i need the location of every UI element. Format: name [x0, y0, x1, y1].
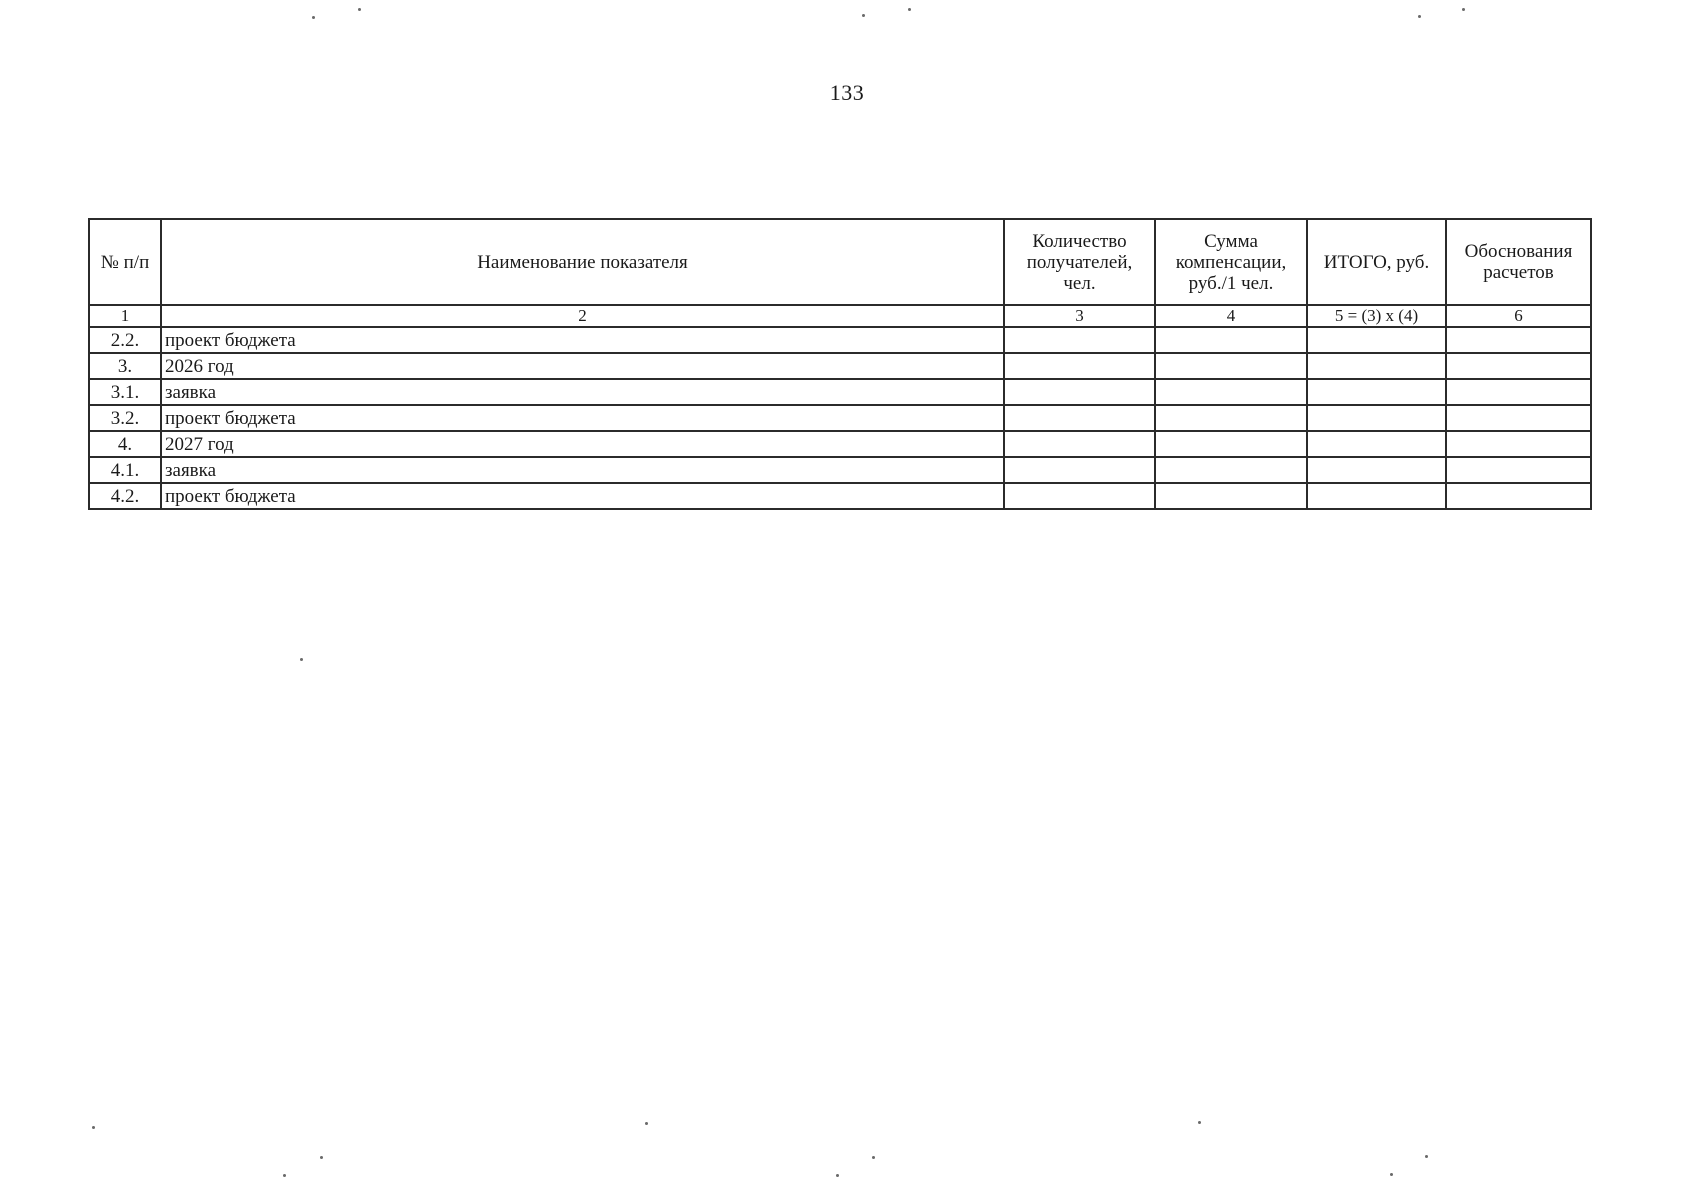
scan-speck — [1390, 1173, 1393, 1176]
justification-cell — [1446, 483, 1591, 509]
compensation-cell — [1155, 483, 1307, 509]
recipients-cell — [1004, 405, 1155, 431]
budget-table — [88, 218, 1592, 510]
scan-speck — [872, 1156, 875, 1159]
scan-speck — [320, 1156, 323, 1159]
total-cell — [1307, 405, 1446, 431]
header-total: ИТОГО, руб. — [1307, 219, 1446, 305]
total-cell — [1307, 483, 1446, 509]
row-number: 4. — [89, 431, 161, 457]
indicator-name: заявка — [161, 457, 1004, 483]
indicator-name: проект бюджета — [161, 483, 1004, 509]
total-cell — [1307, 327, 1446, 353]
recipients-cell — [1004, 483, 1155, 509]
scan-speck — [283, 1174, 286, 1177]
column-number-row — [89, 305, 1591, 327]
indicator-name: проект бюджета — [161, 327, 1004, 353]
table-row — [89, 457, 1591, 483]
table-row — [89, 483, 1591, 509]
column-number: 4 — [1155, 305, 1307, 327]
row-number: 2.2. — [89, 327, 161, 353]
scan-speck — [1418, 15, 1421, 18]
compensation-cell — [1155, 431, 1307, 457]
column-number: 5 = (3) x (4) — [1307, 305, 1446, 327]
scan-speck — [312, 16, 315, 19]
scan-speck — [92, 1126, 95, 1129]
indicator-name: 2026 год — [161, 353, 1004, 379]
table-row — [89, 405, 1591, 431]
header-recipients-count: Количество получателей, чел. — [1004, 219, 1155, 305]
row-number: 4.1. — [89, 457, 161, 483]
justification-cell — [1446, 431, 1591, 457]
column-number: 6 — [1446, 305, 1591, 327]
scan-speck — [1462, 8, 1465, 11]
table-row — [89, 379, 1591, 405]
recipients-cell — [1004, 379, 1155, 405]
total-cell — [1307, 457, 1446, 483]
total-cell — [1307, 431, 1446, 457]
column-number: 3 — [1004, 305, 1155, 327]
header-indicator-name: Наименование показателя — [161, 219, 1004, 305]
justification-cell — [1446, 457, 1591, 483]
table-row — [89, 431, 1591, 457]
column-number: 2 — [161, 305, 1004, 327]
scan-speck — [645, 1122, 648, 1125]
justification-cell — [1446, 353, 1591, 379]
page-number: 133 — [829, 80, 865, 105]
table-body — [89, 305, 1591, 509]
column-number: 1 — [89, 305, 161, 327]
scan-speck — [862, 14, 865, 17]
scan-speck — [1198, 1121, 1201, 1124]
header-row-number: № п/п — [89, 219, 161, 305]
recipients-cell — [1004, 457, 1155, 483]
table-row — [89, 327, 1591, 353]
row-number: 4.2. — [89, 483, 161, 509]
indicator-name: 2027 год — [161, 431, 1004, 457]
scan-speck — [836, 1174, 839, 1177]
recipients-cell — [1004, 431, 1155, 457]
scan-speck — [1425, 1155, 1428, 1158]
justification-cell — [1446, 379, 1591, 405]
scan-speck — [358, 8, 361, 11]
compensation-cell — [1155, 405, 1307, 431]
header-justification: Обоснования расчетов — [1446, 219, 1591, 305]
indicator-name: проект бюджета — [161, 405, 1004, 431]
recipients-cell — [1004, 353, 1155, 379]
compensation-cell — [1155, 353, 1307, 379]
table-row — [89, 353, 1591, 379]
row-number: 3.2. — [89, 405, 161, 431]
justification-cell — [1446, 327, 1591, 353]
total-cell — [1307, 353, 1446, 379]
recipients-cell — [1004, 327, 1155, 353]
row-number: 3. — [89, 353, 161, 379]
row-number: 3.1. — [89, 379, 161, 405]
table-header-row — [89, 219, 1591, 305]
scan-speck — [300, 658, 303, 661]
compensation-cell — [1155, 327, 1307, 353]
total-cell — [1307, 379, 1446, 405]
compensation-cell — [1155, 457, 1307, 483]
header-compensation-amount: Сумма компенсации, руб./1 чел. — [1155, 219, 1307, 305]
indicator-name: заявка — [161, 379, 1004, 405]
scan-speck — [908, 8, 911, 11]
compensation-cell — [1155, 379, 1307, 405]
justification-cell — [1446, 405, 1591, 431]
